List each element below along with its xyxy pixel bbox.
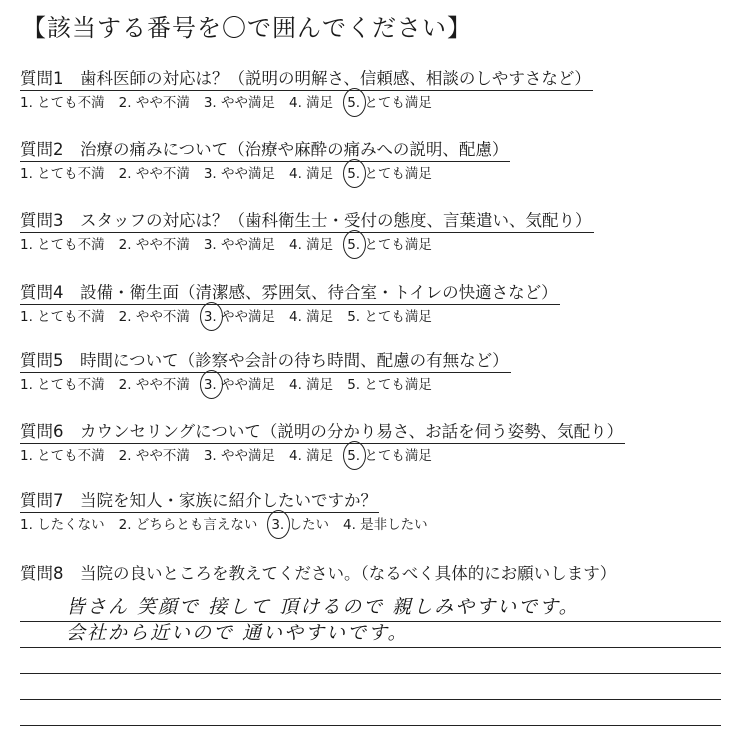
question-8-label: 質問8 当院の良いところを教えてください。（なるべく具体的にお願いします） (20, 564, 617, 583)
answer-line (20, 674, 721, 700)
question-2-options (20, 165, 510, 183)
q2-option-1[interactable]: 1. とても不満 (20, 166, 105, 182)
q5-option-5[interactable]: 5. とても満足 (347, 377, 432, 393)
question-4-label: 質問4 設備・衛生面（清潔感、雰囲気、待合室・トイレの快適さなど） (20, 282, 560, 305)
q2-option-4[interactable]: 4. 満足 (289, 166, 334, 182)
answer-line (20, 648, 721, 674)
q3-option-2[interactable]: 2. やや不満 (118, 237, 190, 253)
q3-option-3[interactable]: 3. やや満足 (203, 237, 276, 253)
q6-option-4[interactable]: 4. 満足 (289, 448, 334, 464)
q3-option-5[interactable]: 5. とても満足 (347, 237, 432, 253)
question-6-options (20, 447, 625, 465)
q1-option-2[interactable]: 2. やや不満 (118, 95, 190, 111)
q7-option-2[interactable]: 2. どちらとも言えない (118, 517, 258, 533)
q6-option-3[interactable]: 3. やや満足 (203, 448, 276, 464)
question-7-options (20, 516, 442, 534)
question-7-label: 質問7 当院を知人・家族に紹介したいですか？ (20, 490, 379, 513)
q4-option-2[interactable]: 2. やや不満 (118, 309, 190, 325)
q2-option-3[interactable]: 3. やや満足 (203, 166, 276, 182)
question-2-label: 質問2 治療の痛みについて（治療や麻酔の痛みへの説明、配慮） (20, 139, 510, 162)
q4-option-5[interactable]: 5. とても満足 (347, 309, 432, 325)
q3-option-4[interactable]: 4. 満足 (289, 237, 334, 253)
question-8 (20, 563, 616, 585)
answer-line (20, 700, 721, 726)
q4-option-1[interactable]: 1. とても不満 (20, 309, 105, 325)
question-3-options (20, 236, 594, 254)
question-1-label: 質問1 歯科医師の対応は？（説明の明解さ、信頼感、相談のしやすさなど） (20, 68, 593, 91)
question-5-options (20, 376, 511, 394)
question-5-label: 質問5 時間について（診察や会計の待ち時間、配慮の有無など） (20, 350, 511, 373)
form-title: 【該当する番号を〇で囲んでください】 (22, 14, 472, 42)
q1-option-5[interactable]: 5. とても満足 (347, 95, 432, 111)
q7-option-4[interactable]: 4. 是非したい (343, 517, 428, 533)
question-1 (20, 68, 593, 112)
question-2 (20, 139, 510, 183)
q5-option-1[interactable]: 1. とても不満 (20, 377, 105, 393)
question-3-label: 質問3 スタッフの対応は？（歯科衛生士・受付の態度、言葉遣い、気配り） (20, 210, 594, 233)
q1-option-4[interactable]: 4. 満足 (289, 95, 334, 111)
q4-option-4[interactable]: 4. 満足 (289, 309, 334, 325)
question-3 (20, 210, 594, 254)
q1-option-3[interactable]: 3. やや満足 (203, 95, 276, 111)
q2-option-2[interactable]: 2. やや不満 (118, 166, 190, 182)
handwritten-answer-line-1: 皆さん 笑顔で 接して 頂けるので 親しみやすいです。 (66, 596, 580, 618)
q1-option-1[interactable]: 1. とても不満 (20, 95, 105, 111)
q5-option-3[interactable]: 3. やや満足 (203, 377, 276, 393)
question-5 (20, 350, 511, 394)
question-6 (20, 421, 625, 465)
q5-option-4[interactable]: 4. 満足 (289, 377, 334, 393)
q4-option-3[interactable]: 3. やや満足 (203, 309, 276, 325)
q3-option-1[interactable]: 1. とても不満 (20, 237, 105, 253)
q7-option-3[interactable]: 3. したい (271, 517, 330, 533)
q5-option-2[interactable]: 2. やや不満 (118, 377, 190, 393)
q7-option-1[interactable]: 1. したくない (20, 517, 105, 533)
q6-option-2[interactable]: 2. やや不満 (118, 448, 190, 464)
handwritten-answer-line-2: 会社から近いので 通いやすいです。 (66, 622, 409, 644)
question-1-options (20, 94, 593, 112)
q6-option-5[interactable]: 5. とても満足 (347, 448, 432, 464)
q2-option-5[interactable]: 5. とても満足 (347, 166, 432, 182)
question-4 (20, 282, 560, 326)
q6-option-1[interactable]: 1. とても不満 (20, 448, 105, 464)
question-4-options (20, 308, 560, 326)
question-6-label: 質問6 カウンセリングについて（説明の分かり易さ、お話を伺う姿勢、気配り） (20, 421, 625, 444)
question-7 (20, 490, 442, 534)
